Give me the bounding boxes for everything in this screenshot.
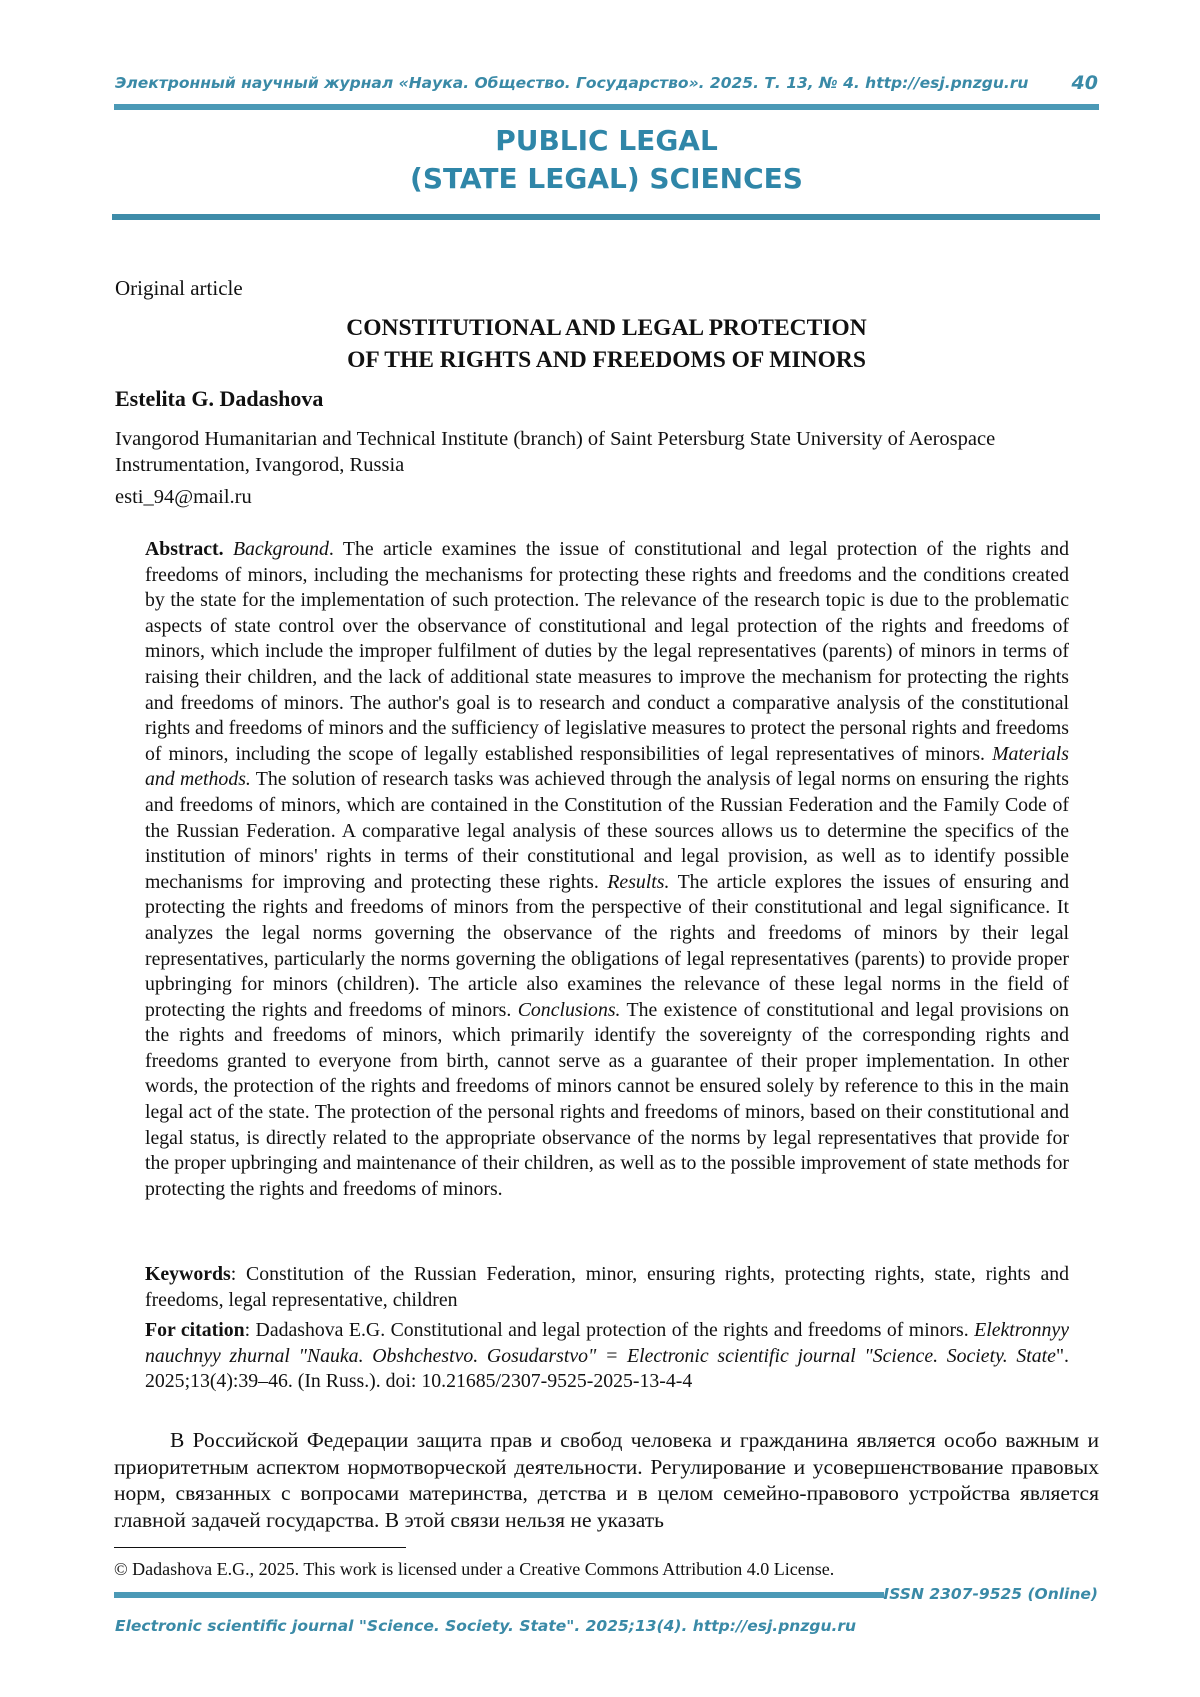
abstract-text [145, 537, 1069, 1202]
abstract-label: Abstract. [145, 538, 224, 560]
journal-header-line: Электронный научный журнал «Наука. Общество. Государство». 2025. Т. 13, № 4. http://esj.pnzgu.ru [115, 74, 1029, 92]
running-header [115, 74, 1098, 92]
article-title [114, 312, 1099, 376]
citation-tail: ". 2025;13(4):39–46. (In Russ.). doi: 10.21685/2307-9525-2025-13-4-4 [145, 1344, 1069, 1393]
author-affiliation: Ivangorod Humanitarian and Technical Institute (branch) of Saint Petersburg State University of Aerospace Instrumentation, Ivangorod, Russia [115, 428, 996, 476]
issn: ISSN 2307-9525 (Online) [883, 1585, 1098, 1603]
citation [145, 1318, 1069, 1395]
body-paragraph: В Российской Федерации защита прав и свобод человека и гражданина является особо важным и приоритетным аспектом нормотворческой деятельности. Регулирование и усовершенствование правовых норм, связанных с вопросами материнства, детства и в целом семейно-правового устройства является главной задачей государства. В этой связи нельзя не указать [114, 1428, 1099, 1532]
citation-text: : Dadashova E.G. Constitutional and legal protection of the rights and freedoms of minors. [244, 1319, 975, 1341]
body-text [114, 1427, 1099, 1533]
background-text: . The article examines the issue of constitutional and legal protection of the rights and freedoms of minors, including the mechanisms for protecting these rights and freedoms and the conditions created by the state for the implementation of such protection. The relevance of the research topic is due to the problematic aspects of state control over the observance of constitutional and legal protection of the rights and freedoms of minors, which include the improper fulfilment of duties by the legal representatives (parents) of minors in terms of raising their children, and the lack of additional state measures to improve the mechanism for protecting the rights and freedoms of minors. The author's goal is to research and conduct a comparative analysis of the constitutional rights and freedoms of minors and the sufficiency of legislative measures to protect the personal rights and freedoms of minors, including the scope of legally established responsibilities of legal representatives of minors. [145, 538, 1069, 765]
running-footer: Electronic scientific journal "Science. Society. State". 2025;13(4). http://esj.pnzgu.ru [115, 1617, 857, 1635]
header-rule [114, 104, 1099, 110]
footer-rule [114, 1592, 884, 1598]
abstract [145, 537, 1069, 1202]
conclusions-label: Conclusions. [517, 998, 621, 1021]
section-title-line1: PUBLIC LEGAL [495, 124, 718, 157]
article-title-line1: CONSTITUTIONAL AND LEGAL PROTECTION [346, 315, 867, 341]
article-title-line2: OF THE RIGHTS AND FREEDOMS OF MINORS [347, 347, 866, 373]
author-email: esti_94@mail.ru [115, 486, 252, 508]
citation-journal: Elektronnyy nauchnyy zhurnal "Nauka. Obshchestvo. Gosudarstvo" = Electronic scientific journal "Science. Society. State [145, 1319, 1069, 1367]
section-title-line2: (STATE LEGAL) SCIENCES [410, 162, 803, 195]
author-name: Estelita G. Dadashova [115, 386, 324, 411]
results-text: The article explores the issues of ensuring and protecting the rights and freedoms of minors from the perspective of their constitutional and legal significance. It analyzes the legal norms governing the observance of the rights and freedoms of minors by their legal representatives, particularly the norms governing the obligations of legal representatives (parents) to provide proper upbringing for minors (children). The article also examines the relevance of these legal norms in the field of protecting the rights and freedoms of minors. [145, 870, 1069, 1021]
citation-label: For citation [145, 1319, 245, 1341]
keywords-label: Keywords [145, 1263, 231, 1285]
background-label: Background [232, 538, 329, 560]
keywords [145, 1262, 1069, 1313]
conclusions-text: The existence of constitutional and legal provisions on the rights and freedoms of minors, which primarily identify the sovereignty of the corresponding rights and freedoms granted to everyone from birth, cannot serve as a guarantee of their proper implementation. In other words, the protection of the rights and freedoms of minors cannot be ensured solely by reference to this in the main legal act of the state. The protection of the personal rights and freedoms of minors, based on their constitutional and legal status, is directly related to the appropriate observance of the norms by legal representatives that provide for the proper upbringing and maintenance of their children, as well as to the possible improvement of state methods for protecting the rights and freedoms of minors. [145, 998, 1069, 1200]
methods-label: Materials and methods. [145, 742, 1069, 791]
license-footnote: © Dadashova E.G., 2025. This work is licensed under a Creative Commons Attribution 4.0 License. [114, 1559, 835, 1579]
article-type: Original article [115, 276, 243, 300]
keywords-text: : Constitution of the Russian Federation, minor, ensuring rights, protecting rights, state, rights and freedoms, legal representative, children [145, 1263, 1069, 1311]
section-rule [112, 214, 1100, 220]
page-number: 40 [1071, 72, 1098, 94]
results-label: Results. [607, 870, 670, 893]
methods-text: The solution of research tasks was achieved through the analysis of legal norms on ensuring the rights and freedoms of minors, which are contained in the Constitution of the Russian Federation and the Family Code of the Russian Federation. A comparative legal analysis of these sources allows us to determine the specifics of the institution of minors' rights in terms of their constitutional and legal provision, as well as to identify possible mechanisms for improving and protecting these rights. [145, 768, 1070, 893]
section-title [114, 122, 1099, 198]
footnote-rule [114, 1547, 406, 1548]
